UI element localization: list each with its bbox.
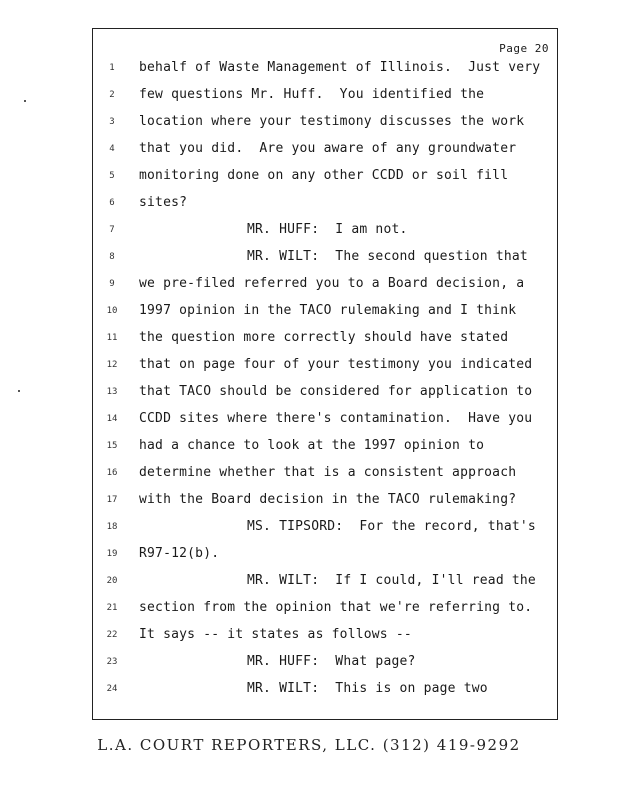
scan-speck <box>18 390 20 392</box>
line-number: 23 <box>106 657 118 667</box>
page-number: Page 20 <box>499 42 549 55</box>
line-number: 6 <box>109 198 115 208</box>
line-text: It says -- it states as follows -- <box>139 627 412 642</box>
transcript-line <box>93 653 557 680</box>
line-number: 4 <box>109 144 115 154</box>
line-number: 3 <box>109 117 115 127</box>
line-text: MR. HUFF: What page? <box>247 654 416 669</box>
line-text: sites? <box>139 195 188 210</box>
reporter-footer: L.A. COURT REPORTERS, LLC. (312) 419-9292 <box>97 736 521 754</box>
line-text: MS. TIPSORD: For the record, that's <box>247 519 536 534</box>
transcript-line <box>93 275 557 302</box>
line-number: 15 <box>106 441 118 451</box>
transcript-line <box>93 383 557 410</box>
line-text: the question more correctly should have stated <box>139 330 509 345</box>
transcript-line <box>93 545 557 572</box>
line-text: with the Board decision in the TACO rulemaking? <box>139 492 517 507</box>
line-text: monitoring done on any other CCDD or soil fill <box>139 168 509 183</box>
line-number: 11 <box>106 333 118 343</box>
line-text: few questions Mr. Huff. You identified the <box>139 87 485 102</box>
line-text: section from the opinion that we're referring to. <box>139 600 533 615</box>
line-number: 13 <box>106 387 118 397</box>
line-text: location where your testimony discusses the work <box>139 114 525 129</box>
line-number: 18 <box>106 522 118 532</box>
line-text: had a chance to look at the 1997 opinion to <box>139 438 485 453</box>
line-text: that TACO should be considered for application to <box>139 384 533 399</box>
line-number: 20 <box>106 576 118 586</box>
line-number: 16 <box>106 468 118 478</box>
transcript-line <box>93 113 557 140</box>
line-text: MR. WILT: If I could, I'll read the <box>247 573 536 588</box>
line-number: 9 <box>109 279 115 289</box>
line-text: MR. WILT: This is on page two <box>247 681 488 696</box>
line-text: 1997 opinion in the TACO rulemaking and I think <box>139 303 517 318</box>
transcript-line <box>93 518 557 545</box>
line-number: 24 <box>106 684 118 694</box>
transcript-line <box>93 572 557 599</box>
line-number: 10 <box>106 306 118 316</box>
transcript-line <box>93 140 557 167</box>
line-text: that you did. Are you aware of any groundwater <box>139 141 517 156</box>
transcript-line <box>93 59 557 86</box>
transcript-line <box>93 599 557 626</box>
line-text: R97-12(b). <box>139 546 220 561</box>
transcript-line <box>93 248 557 275</box>
transcript-line <box>93 221 557 248</box>
line-text: CCDD sites where there's contamination. Have you <box>139 411 533 426</box>
transcript-line <box>93 356 557 383</box>
line-text: determine whether that is a consistent approach <box>139 465 517 480</box>
transcript-lines <box>93 59 557 707</box>
line-number: 21 <box>106 603 118 613</box>
transcript-line <box>93 491 557 518</box>
transcript-page-frame <box>92 28 558 720</box>
line-text: that on page four of your testimony you indicated <box>139 357 533 372</box>
line-number: 7 <box>109 225 115 235</box>
line-number: 19 <box>106 549 118 559</box>
line-number: 8 <box>109 252 115 262</box>
line-number: 14 <box>106 414 118 424</box>
line-text: we pre-filed referred you to a Board decision, a <box>139 276 525 291</box>
line-number: 2 <box>109 90 115 100</box>
line-number: 5 <box>109 171 115 181</box>
line-number: 1 <box>109 63 115 73</box>
transcript-line <box>93 194 557 221</box>
line-number: 17 <box>106 495 118 505</box>
transcript-line <box>93 437 557 464</box>
line-text: behalf of Waste Management of Illinois. Just very <box>139 60 541 75</box>
transcript-line <box>93 329 557 356</box>
line-number: 22 <box>106 630 118 640</box>
line-text: MR. HUFF: I am not. <box>247 222 408 237</box>
transcript-line <box>93 167 557 194</box>
line-number: 12 <box>106 360 118 370</box>
transcript-line <box>93 464 557 491</box>
line-text: MR. WILT: The second question that <box>247 249 528 264</box>
scan-speck <box>24 100 26 102</box>
transcript-line <box>93 86 557 113</box>
transcript-line <box>93 626 557 653</box>
transcript-line <box>93 410 557 437</box>
transcript-line <box>93 680 557 707</box>
transcript-line <box>93 302 557 329</box>
